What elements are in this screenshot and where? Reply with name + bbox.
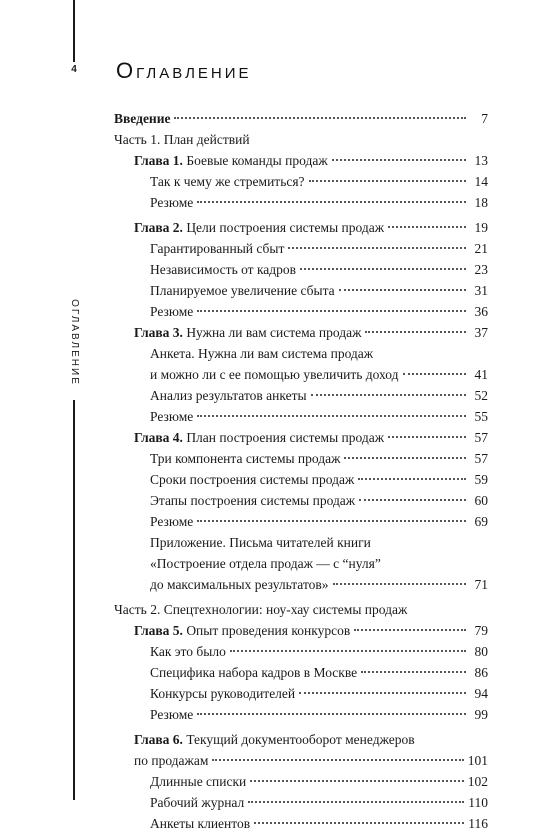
toc-entry-introduction[interactable] bbox=[114, 108, 488, 129]
side-rule-top bbox=[73, 0, 75, 62]
page-number: 4 bbox=[71, 64, 77, 75]
toc-chapter-title: Нужна ли вам система продаж bbox=[182, 325, 362, 340]
toc-section[interactable] bbox=[114, 171, 488, 192]
toc-section[interactable] bbox=[114, 406, 488, 427]
dot-leader bbox=[309, 180, 466, 182]
toc-section-title: Анализ результатов анкеты bbox=[150, 388, 307, 403]
toc-page-number: 57 bbox=[474, 451, 488, 466]
toc-page-number: 13 bbox=[474, 153, 488, 168]
toc-section-title-continued: до максимальных результатов» bbox=[150, 577, 329, 592]
toc-section-title-line[interactable]: Приложение. Письма читателей книги bbox=[150, 535, 371, 550]
toc-section-title: Гарантированный сбыт bbox=[150, 241, 285, 256]
toc-section[interactable] bbox=[114, 683, 488, 704]
toc-section[interactable] bbox=[114, 469, 488, 490]
dot-leader bbox=[333, 583, 466, 585]
dot-leader bbox=[197, 310, 466, 312]
toc-section-title: Специфика набора кадров в Москве bbox=[150, 665, 358, 680]
toc-chapter-prefix: Глава 2. bbox=[134, 220, 183, 235]
toc-page-number: 52 bbox=[474, 388, 488, 403]
toc-section-title: Резюме bbox=[150, 514, 194, 529]
toc-section[interactable] bbox=[114, 641, 488, 662]
toc-section[interactable] bbox=[114, 364, 488, 385]
dot-leader bbox=[388, 226, 466, 228]
dot-leader bbox=[365, 331, 466, 333]
toc-chapter-3[interactable] bbox=[114, 322, 488, 343]
toc-page-number: 60 bbox=[474, 493, 488, 508]
toc-page-number: 7 bbox=[481, 111, 488, 126]
toc-section-title: Три компонента системы продаж bbox=[150, 451, 341, 466]
toc-chapter-6-continued[interactable] bbox=[114, 750, 488, 771]
toc-page-number: 21 bbox=[474, 241, 488, 256]
dot-leader bbox=[299, 692, 466, 694]
toc-page-number: 36 bbox=[474, 304, 488, 319]
toc-chapter-prefix: Глава 4. bbox=[134, 430, 183, 445]
toc-section-title: Резюме bbox=[150, 707, 194, 722]
toc-chapter-title: Текущий документооборот менеджеров bbox=[182, 732, 415, 747]
running-head-text: ОГЛАВЛЕНИЕ bbox=[68, 299, 80, 386]
toc-page-number: 31 bbox=[474, 283, 488, 298]
toc-chapter-prefix: Глава 6. bbox=[134, 732, 183, 747]
dot-leader bbox=[311, 394, 466, 396]
dot-leader bbox=[339, 289, 466, 291]
toc-chapter-2[interactable] bbox=[114, 217, 488, 238]
side-rule-bottom bbox=[73, 400, 75, 800]
toc-page-number: 116 bbox=[468, 816, 488, 831]
toc-part-1[interactable] bbox=[114, 129, 488, 150]
dot-leader bbox=[358, 478, 466, 480]
toc-chapter-title: План построения системы продаж bbox=[182, 430, 385, 445]
toc-chapter-4[interactable] bbox=[114, 427, 488, 448]
toc-page-number: 94 bbox=[474, 686, 488, 701]
table-of-contents bbox=[114, 108, 488, 834]
dot-leader bbox=[197, 201, 466, 203]
dot-leader bbox=[174, 117, 466, 119]
dot-leader bbox=[254, 822, 464, 824]
toc-page-number: 23 bbox=[474, 262, 488, 277]
toc-section[interactable] bbox=[114, 813, 488, 834]
toc-section[interactable] bbox=[114, 490, 488, 511]
dot-leader bbox=[354, 629, 466, 631]
dot-leader bbox=[197, 520, 466, 522]
toc-section-title-line[interactable]: Анкета. Нужна ли вам система продаж bbox=[150, 346, 374, 361]
toc-entry-prefix: Введение bbox=[114, 111, 171, 126]
dot-leader bbox=[250, 780, 463, 782]
toc-section[interactable] bbox=[114, 511, 488, 532]
toc-chapter-6[interactable] bbox=[114, 729, 488, 750]
toc-section-title: Длинные списки bbox=[150, 774, 247, 789]
toc-section-title: Этапы построения системы продаж bbox=[150, 493, 356, 508]
toc-section[interactable] bbox=[114, 792, 488, 813]
toc-section-title: Анкеты клиентов bbox=[150, 816, 251, 831]
toc-section[interactable] bbox=[114, 238, 488, 259]
toc-page-number: 86 bbox=[474, 665, 488, 680]
toc-page-number: 110 bbox=[468, 795, 488, 810]
toc-section[interactable] bbox=[114, 301, 488, 322]
dot-leader bbox=[359, 499, 466, 501]
dot-leader bbox=[197, 713, 466, 715]
toc-section[interactable] bbox=[114, 259, 488, 280]
toc-section[interactable] bbox=[114, 192, 488, 213]
dot-leader bbox=[361, 671, 466, 673]
toc-page-number: 55 bbox=[474, 409, 488, 424]
page-title: Оглавление bbox=[116, 58, 252, 83]
toc-chapter-1[interactable] bbox=[114, 150, 488, 171]
dot-leader bbox=[230, 650, 466, 652]
toc-part-2[interactable] bbox=[114, 599, 488, 620]
toc-chapter-5[interactable] bbox=[114, 620, 488, 641]
toc-section[interactable] bbox=[114, 771, 488, 792]
toc-section-title: Резюме bbox=[150, 409, 194, 424]
dot-leader bbox=[197, 415, 466, 417]
toc-section[interactable] bbox=[114, 662, 488, 683]
toc-page-number: 14 bbox=[474, 174, 488, 189]
toc-section-title-line[interactable]: «Построение отдела продаж — с “нуля” bbox=[150, 556, 381, 571]
toc-chapter-prefix: Глава 5. bbox=[134, 623, 183, 638]
dot-leader bbox=[388, 436, 466, 438]
toc-page-number: 102 bbox=[467, 774, 488, 789]
toc-page-number: 80 bbox=[474, 644, 488, 659]
toc-section[interactable] bbox=[114, 448, 488, 469]
toc-chapter-title: Цели построения системы продаж bbox=[182, 220, 385, 235]
toc-page-number: 57 bbox=[474, 430, 488, 445]
dot-leader bbox=[344, 457, 466, 459]
running-head bbox=[58, 290, 90, 395]
toc-section-title: Как это было bbox=[150, 644, 226, 659]
toc-section[interactable] bbox=[114, 385, 488, 406]
dot-leader bbox=[212, 759, 463, 761]
toc-chapter-title-continued: по продажам bbox=[134, 753, 209, 768]
toc-page-number: 101 bbox=[467, 753, 488, 768]
toc-page-number: 19 bbox=[474, 220, 488, 235]
toc-section-title-continued: и можно ли с ее помощью увеличить доход bbox=[150, 367, 399, 382]
dot-leader bbox=[300, 268, 466, 270]
toc-section[interactable] bbox=[114, 280, 488, 301]
toc-section-title: Сроки построения системы продаж bbox=[150, 472, 355, 487]
dot-leader bbox=[332, 159, 466, 161]
dot-leader bbox=[403, 373, 466, 375]
toc-section-title: Резюме bbox=[150, 304, 194, 319]
toc-section-title: Так к чему же стремиться? bbox=[150, 174, 305, 189]
toc-page-number: 99 bbox=[474, 707, 488, 722]
toc-page-number: 79 bbox=[474, 623, 488, 638]
toc-chapter-prefix: Глава 1. bbox=[134, 153, 183, 168]
toc-section-title: Независимость от кадров bbox=[150, 262, 297, 277]
toc-chapter-title: Опыт проведения конкурсов bbox=[182, 623, 351, 638]
toc-page-number: 59 bbox=[474, 472, 488, 487]
toc-section[interactable] bbox=[114, 574, 488, 595]
toc-section-title: Планируемое увеличение сбыта bbox=[150, 283, 335, 298]
toc-page-number: 41 bbox=[474, 367, 488, 382]
toc-section[interactable] bbox=[114, 704, 488, 725]
toc-page-number: 71 bbox=[474, 577, 488, 592]
toc-section-title: Рабочий журнал bbox=[150, 795, 245, 810]
toc-page-number: 69 bbox=[474, 514, 488, 529]
toc-chapter-prefix: Глава 3. bbox=[134, 325, 183, 340]
dot-leader bbox=[288, 247, 466, 249]
toc-chapter-title: Боевые команды продаж bbox=[182, 153, 328, 168]
toc-part-label: Часть 2. Спецтехнологии: ноу-хау системы продаж bbox=[114, 602, 408, 617]
toc-page-number: 18 bbox=[474, 195, 488, 210]
toc-section-title: Конкурсы руководителей bbox=[150, 686, 296, 701]
toc-section-title: Резюме bbox=[150, 195, 194, 210]
dot-leader bbox=[248, 801, 464, 803]
toc-page-number: 37 bbox=[474, 325, 488, 340]
toc-part-label: Часть 1. План действий bbox=[114, 132, 250, 147]
